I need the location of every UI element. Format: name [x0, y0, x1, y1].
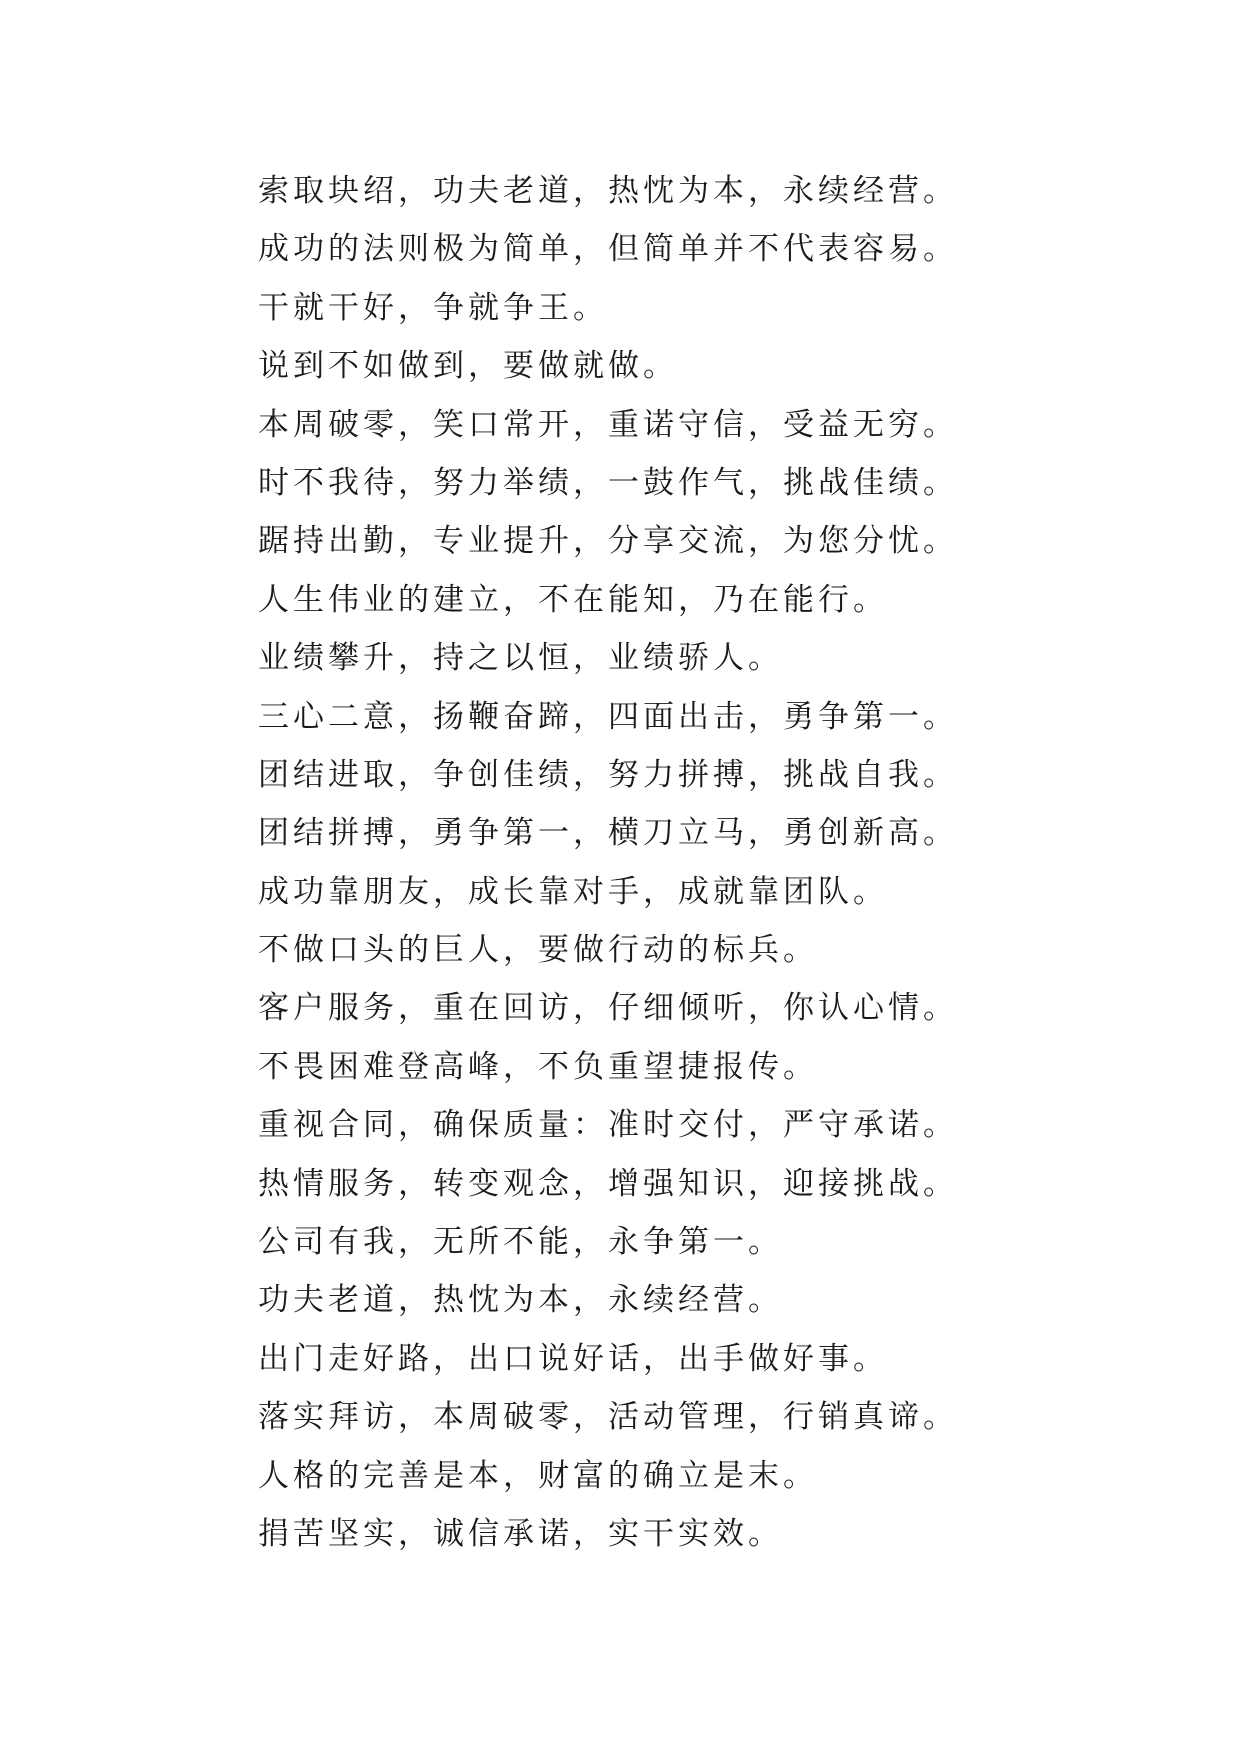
slogan-line: 落实拜访，本周破零，活动管理，行销真谛。 — [258, 1399, 958, 1436]
slogan-line: 本周破零，笑口常开，重诺守信，受益无穷。 — [258, 406, 958, 443]
slogan-line: 不做口头的巨人，要做行动的标兵。 — [258, 932, 818, 969]
slogan-line: 三心二意，扬鞭奋蹄，四面出击，勇争第一。 — [258, 698, 958, 735]
slogan-line: 干就干好，争就争王。 — [258, 289, 608, 326]
slogan-line: 说到不如做到，要做就做。 — [258, 348, 678, 385]
slogan-line: 业绩攀升，持之以恒，业绩骄人。 — [258, 640, 783, 677]
slogan-line: 团结进取，争创佳绩，努力拼搏，挑战自我。 — [258, 756, 958, 793]
slogan-line: 时不我待，努力举绩，一鼓作气，挑战佳绩。 — [258, 464, 958, 501]
slogan-line: 捐苦坚实，诚信承诺，实干实效。 — [258, 1515, 783, 1552]
slogan-list — [258, 162, 1018, 1563]
slogan-line: 功夫老道，热忱为本，永续经营。 — [258, 1282, 783, 1319]
slogan-line: 重视合同，确保质量：准时交付，严守承诺。 — [258, 1107, 958, 1144]
slogan-line: 出门走好路，出口说好话，出手做好事。 — [258, 1340, 888, 1377]
slogan-line: 成功的法则极为简单，但简单并不代表容易。 — [258, 231, 958, 268]
slogan-line: 成功靠朋友，成长靠对手，成就靠团队。 — [258, 873, 888, 910]
slogan-line: 踞持出勤，专业提升，分享交流，为您分忧。 — [258, 523, 958, 560]
slogan-line: 团结拼搏，勇争第一，横刀立马，勇创新高。 — [258, 815, 958, 852]
slogan-line: 人生伟业的建立，不在能知，乃在能行。 — [258, 581, 888, 618]
slogan-line: 人格的完善是本，财富的确立是末。 — [258, 1457, 818, 1494]
slogan-line: 公司有我，无所不能，永争第一。 — [258, 1224, 783, 1261]
slogan-line: 客户服务，重在回访，仔细倾听，你认心情。 — [258, 990, 958, 1027]
slogan-line: 索取块绍，功夫老道，热忱为本，永续经营。 — [258, 173, 958, 209]
slogan-line: 不畏困难登高峰，不负重望捷报传。 — [258, 1048, 818, 1085]
slogan-line: 热情服务，转变观念，增强知识，迎接挑战。 — [258, 1165, 958, 1202]
